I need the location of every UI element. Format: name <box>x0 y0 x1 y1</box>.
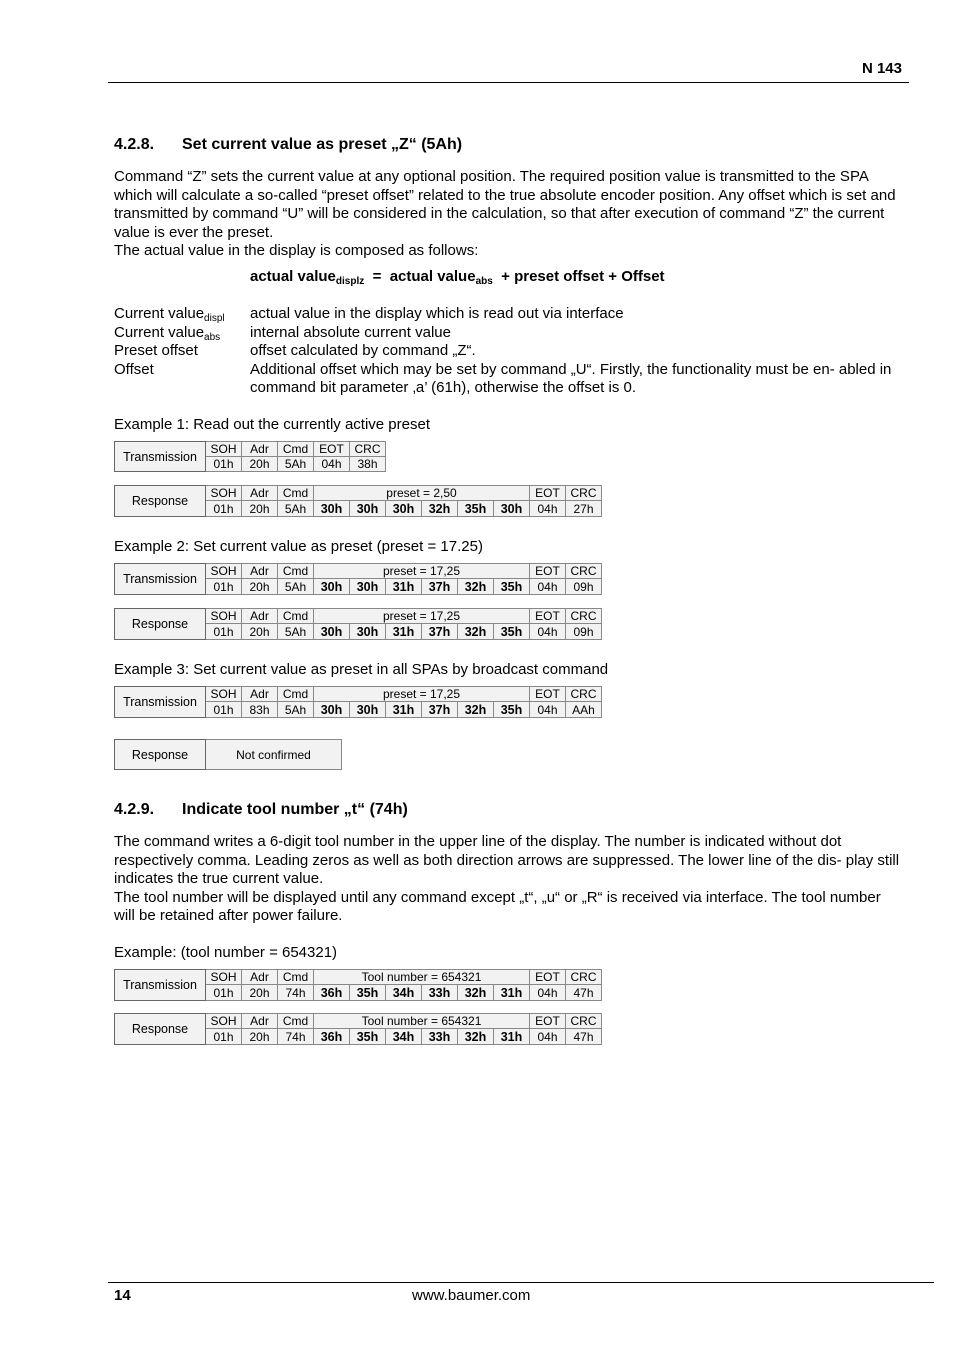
adr-value: 20h <box>242 1029 278 1045</box>
tool-response-table <box>114 1013 602 1045</box>
adr-value: 83h <box>242 702 278 718</box>
payload-byte: 35h <box>350 985 386 1001</box>
soh-header: SOH <box>206 687 242 702</box>
example2-caption: Example 2: Set current value as preset (preset = 17.25) <box>114 538 483 555</box>
formula-sub-a: displz <box>335 276 365 287</box>
payload-byte: 37h <box>422 702 458 718</box>
section-number: 4.2.8. <box>114 136 155 153</box>
payload-title: Tool number = 654321 <box>314 970 530 985</box>
payload-byte: 30h <box>350 579 386 595</box>
example1-transmission-table <box>114 441 386 472</box>
crc-value: 47h <box>566 985 602 1001</box>
definitions-list <box>114 305 904 398</box>
soh-value: 01h <box>206 579 242 595</box>
transmission-label: Transmission <box>115 564 206 595</box>
tool-transmission-table <box>114 969 602 1001</box>
cmd-header: Cmd <box>278 609 314 624</box>
response-label: Response <box>115 609 206 640</box>
eot-header: EOT <box>314 442 350 457</box>
section-number: 4.2.9. <box>114 801 155 818</box>
soh-value: 01h <box>206 624 242 640</box>
crc-value: 38h <box>350 457 386 472</box>
document-id: N 143 <box>861 60 902 77</box>
example2-response-table <box>114 608 602 640</box>
transmission-label: Transmission <box>115 442 206 472</box>
soh-value: 01h <box>206 1029 242 1045</box>
section-title: Indicate tool number „t“ (74h) <box>182 801 408 818</box>
definition-row <box>114 324 904 343</box>
cmd-value: 5Ah <box>278 579 314 595</box>
payload-title: preset = 2,50 <box>314 486 530 501</box>
adr-value: 20h <box>242 457 278 472</box>
payload-byte: 30h <box>314 702 350 718</box>
definition-row <box>114 305 904 324</box>
definition-row <box>114 361 904 398</box>
section-heading-428 <box>114 136 462 154</box>
adr-header: Adr <box>242 1014 278 1029</box>
crc-value: 09h <box>566 579 602 595</box>
crc-header: CRC <box>566 970 602 985</box>
crc-value: 27h <box>566 501 602 517</box>
cmd-header: Cmd <box>278 687 314 702</box>
eot-header: EOT <box>530 609 566 624</box>
cmd-value: 74h <box>278 1029 314 1045</box>
eot-value: 04h <box>530 624 566 640</box>
formula <box>250 268 665 285</box>
transmission-label: Transmission <box>115 687 206 718</box>
soh-header: SOH <box>206 486 242 501</box>
soh-value: 01h <box>206 501 242 517</box>
cmd-header: Cmd <box>278 486 314 501</box>
payload-byte: 31h <box>494 1029 530 1045</box>
definition-term: Current value <box>114 305 205 322</box>
payload-byte: 34h <box>386 985 422 1001</box>
formula-rest: + preset offset + Offset <box>501 268 665 285</box>
response-label: Response <box>115 1014 206 1045</box>
payload-byte: 35h <box>350 1029 386 1045</box>
definition-desc: offset calculated by command „Z“. <box>250 342 476 359</box>
payload-byte: 35h <box>458 501 494 517</box>
payload-byte: 35h <box>494 624 530 640</box>
eot-value: 04h <box>530 1029 566 1045</box>
cmd-header: Cmd <box>278 564 314 579</box>
crc-header: CRC <box>566 609 602 624</box>
soh-value: 01h <box>206 457 242 472</box>
cmd-value: 5Ah <box>278 501 314 517</box>
definition-term: Current value <box>114 323 205 341</box>
paragraph: Command “Z” sets the current value at any optional position. The required position value is transmitted to the SPA which will calculate a so-called “preset offset” related to the true absolute encoder position. Any offset which is set and transmitted by command “U” will be considered in the calculation, so that after execution of command “Z” the current value is ever the preset. <box>114 168 896 241</box>
page-number: 14 <box>114 1287 131 1304</box>
formula-sub-b: abs <box>475 276 493 287</box>
payload-byte: 30h <box>314 579 350 595</box>
eot-value: 04h <box>314 457 350 472</box>
not-confirmed-cell: Not confirmed <box>206 740 342 770</box>
payload-byte: 35h <box>494 579 530 595</box>
crc-value: 09h <box>566 624 602 640</box>
adr-header: Adr <box>242 609 278 624</box>
soh-value: 01h <box>206 985 242 1001</box>
payload-byte: 31h <box>386 624 422 640</box>
adr-value: 20h <box>242 624 278 640</box>
definition-term: Preset offset <box>114 342 198 359</box>
example1-caption: Example 1: Read out the currently active preset <box>114 416 430 433</box>
cmd-header: Cmd <box>278 970 314 985</box>
response-label: Response <box>115 486 206 517</box>
soh-header: SOH <box>206 442 242 457</box>
payload-byte: 36h <box>314 985 350 1001</box>
cmd-value: 5Ah <box>278 702 314 718</box>
payload-byte: 30h <box>350 501 386 517</box>
eot-value: 04h <box>530 702 566 718</box>
payload-byte: 32h <box>458 624 494 640</box>
transmission-label: Transmission <box>115 970 206 1001</box>
cmd-value: 5Ah <box>278 457 314 472</box>
payload-byte: 30h <box>386 501 422 517</box>
payload-byte: 30h <box>350 702 386 718</box>
payload-byte: 30h <box>314 624 350 640</box>
crc-header: CRC <box>566 564 602 579</box>
formula-equals: = <box>372 268 382 285</box>
soh-value: 01h <box>206 702 242 718</box>
example3-caption: Example 3: Set current value as preset in all SPAs by broadcast command <box>114 661 609 678</box>
payload-title: preset = 17,25 <box>314 687 530 702</box>
cmd-value: 5Ah <box>278 624 314 640</box>
crc-header: CRC <box>566 486 602 501</box>
payload-byte: 32h <box>458 579 494 595</box>
cmd-header: Cmd <box>278 442 314 457</box>
definition-desc: actual value in the display which is read out via interface <box>250 305 624 322</box>
cmd-header: Cmd <box>278 1014 314 1029</box>
eot-header: EOT <box>530 687 566 702</box>
crc-header: CRC <box>350 442 386 457</box>
payload-byte: 30h <box>350 624 386 640</box>
definition-sub: abs <box>204 331 221 343</box>
soh-header: SOH <box>206 1014 242 1029</box>
eot-value: 04h <box>530 501 566 517</box>
payload-byte: 36h <box>314 1029 350 1045</box>
crc-value: 47h <box>566 1029 602 1045</box>
paragraph: The tool number will be displayed until any command except „t“, „u“ or „R“ is received via interface. The tool number will be retained after power failure. <box>114 888 881 924</box>
eot-header: EOT <box>530 1014 566 1029</box>
eot-header: EOT <box>530 564 566 579</box>
section-428-body <box>114 168 904 261</box>
section-429-body <box>114 833 904 926</box>
eot-header: EOT <box>530 486 566 501</box>
adr-header: Adr <box>242 564 278 579</box>
payload-byte: 34h <box>386 1029 422 1045</box>
footer-rule <box>108 1282 934 1283</box>
section-title: Set current value as preset „Z“ (5Ah) <box>182 136 463 153</box>
payload-byte: 32h <box>458 985 494 1001</box>
payload-title: Tool number = 654321 <box>314 1014 530 1029</box>
crc-header: CRC <box>566 1014 602 1029</box>
payload-byte: 33h <box>422 985 458 1001</box>
payload-byte: 37h <box>422 579 458 595</box>
adr-header: Adr <box>242 442 278 457</box>
formula-term-b: actual value <box>389 268 476 285</box>
example3-transmission-table <box>114 686 602 718</box>
adr-header: Adr <box>242 970 278 985</box>
payload-byte: 32h <box>458 702 494 718</box>
payload-byte: 31h <box>386 702 422 718</box>
payload-title: preset = 17,25 <box>314 564 530 579</box>
formula-term-a: actual value <box>250 268 336 285</box>
payload-byte: 35h <box>494 702 530 718</box>
payload-byte: 30h <box>494 501 530 517</box>
definition-desc: Additional offset which may be set by command „U“. Firstly, the functionality must be en- abled in command bit parameter ‚a’ (61h), otherwise the offset is 0. <box>250 360 892 396</box>
response-label: Response <box>115 740 206 770</box>
payload-byte: 32h <box>422 501 458 517</box>
definition-sub: displ <box>204 313 225 324</box>
example1-response-table <box>114 485 602 517</box>
crc-header: CRC <box>566 687 602 702</box>
crc-value: AAh <box>566 702 602 718</box>
adr-header: Adr <box>242 486 278 501</box>
adr-value: 20h <box>242 501 278 517</box>
eot-value: 04h <box>530 985 566 1001</box>
composition-line: The actual value in the display is composed as follows: <box>114 242 479 259</box>
definition-term: Offset <box>114 360 154 378</box>
eot-header: EOT <box>530 970 566 985</box>
paragraph: The command writes a 6-digit tool number in the upper line of the display. The number is indicated without dot respectively comma. Leading zeros as well as both direction arrows are suppressed. The lower line of the dis- play still indicates the true current value. <box>114 833 900 887</box>
adr-header: Adr <box>242 687 278 702</box>
adr-value: 20h <box>242 985 278 1001</box>
eot-value: 04h <box>530 579 566 595</box>
tool-example-caption: Example: (tool number = 654321) <box>114 944 338 961</box>
soh-header: SOH <box>206 609 242 624</box>
footer-url: www.baumer.com <box>412 1287 531 1304</box>
payload-byte: 32h <box>458 1029 494 1045</box>
cmd-value: 74h <box>278 985 314 1001</box>
definition-desc: internal absolute current value <box>250 323 451 341</box>
payload-title: preset = 17,25 <box>314 609 530 624</box>
example2-transmission-table <box>114 563 602 595</box>
soh-header: SOH <box>206 564 242 579</box>
definition-row <box>114 342 904 361</box>
example3-response-table <box>114 739 342 770</box>
payload-byte: 30h <box>314 501 350 517</box>
payload-byte: 31h <box>494 985 530 1001</box>
payload-byte: 31h <box>386 579 422 595</box>
soh-header: SOH <box>206 970 242 985</box>
payload-byte: 37h <box>422 624 458 640</box>
header-rule <box>108 82 909 83</box>
adr-value: 20h <box>242 579 278 595</box>
payload-byte: 33h <box>422 1029 458 1045</box>
section-heading-429 <box>114 801 408 819</box>
